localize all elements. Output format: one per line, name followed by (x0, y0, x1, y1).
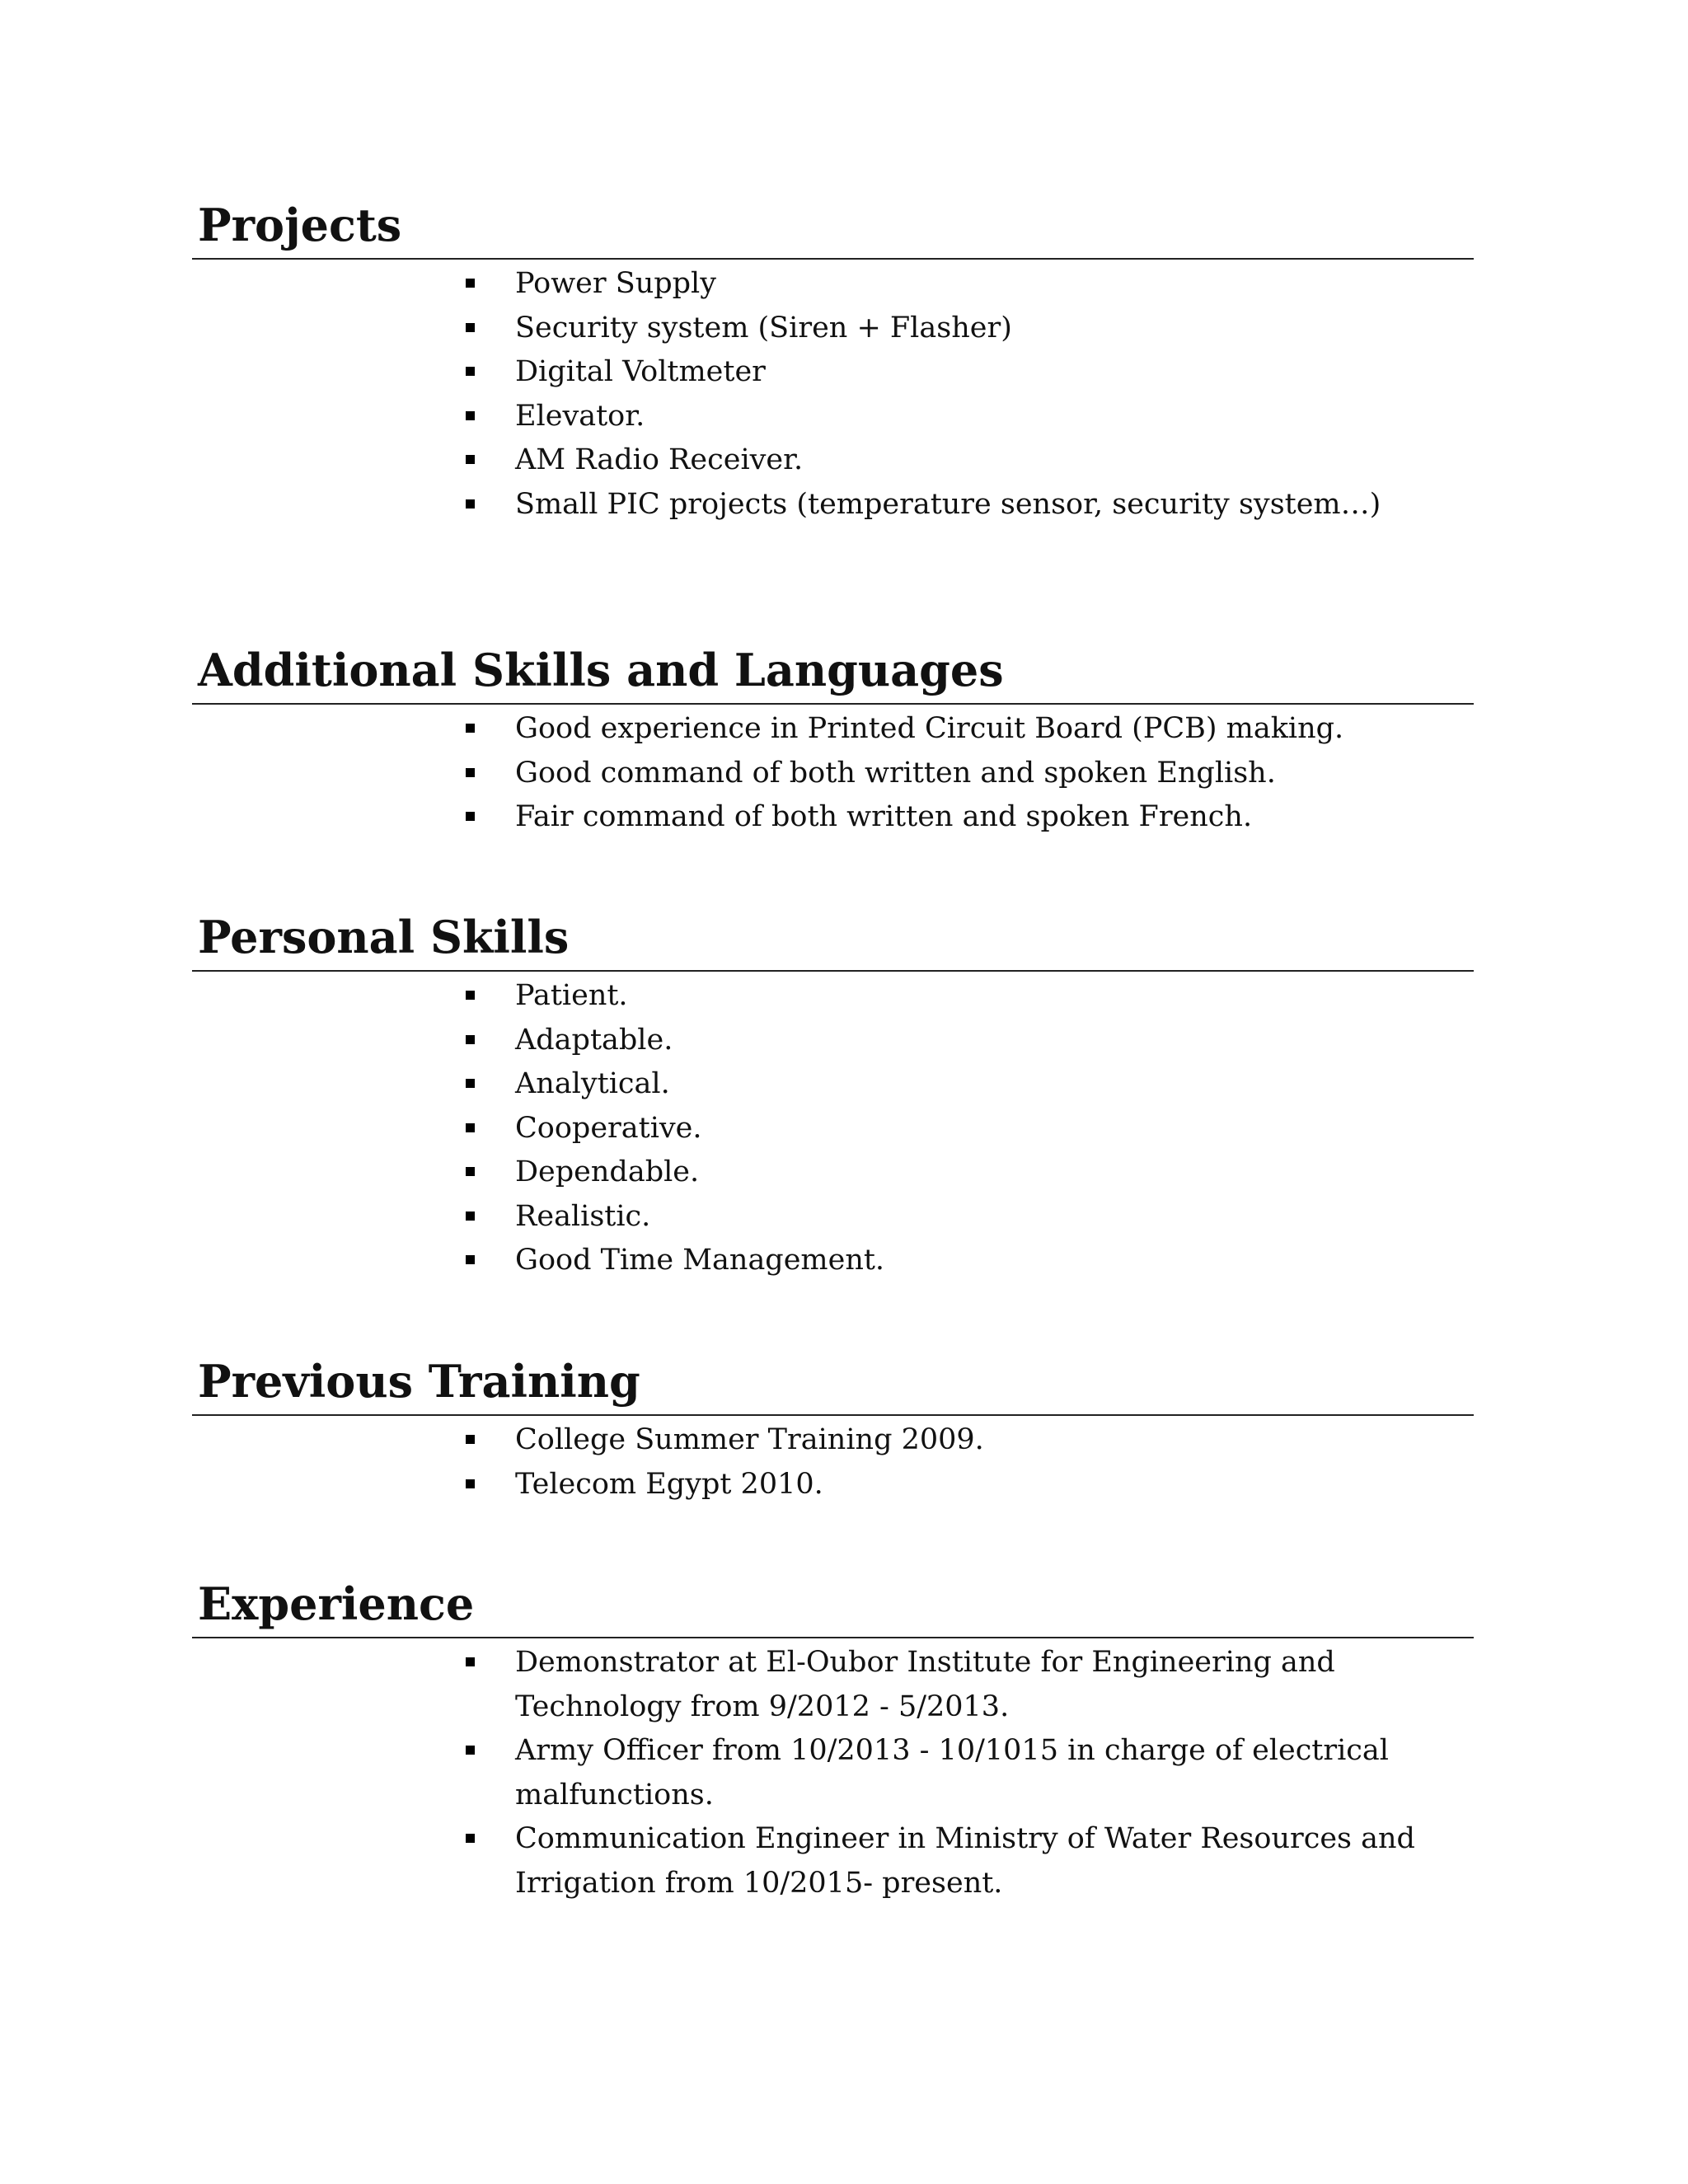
list-item-text: Good command of both written and spoken English. (515, 756, 1276, 790)
list-item (466, 1463, 1474, 1507)
square-bullet-icon (466, 1079, 475, 1088)
list-item-text: Telecom Egypt 2010. (515, 1467, 823, 1501)
square-bullet-icon (466, 1657, 475, 1666)
square-bullet-icon (466, 991, 475, 1000)
list-item (466, 707, 1474, 752)
list-item-text: Fair command of both written and spoken French. (515, 800, 1253, 833)
list-item-text: Patient. (515, 979, 628, 1012)
list-item-text: Analytical. (515, 1067, 670, 1100)
list-item (466, 1239, 1474, 1283)
list-item-text: Security system (Siren + Flasher) (515, 311, 1012, 344)
list-item-text: Digital Voltmeter (515, 355, 766, 388)
square-bullet-icon (466, 1035, 475, 1044)
list-item-text: Cooperative. (515, 1111, 702, 1145)
square-bullet-icon (466, 1212, 475, 1221)
list-item (466, 1418, 1474, 1463)
list-item-text: Demonstrator at El-Oubor Institute for Engineering and Technology from 9/2012 - 5/2013. (515, 1646, 1335, 1723)
square-bullet-icon (466, 367, 475, 376)
square-bullet-icon (466, 323, 475, 332)
square-bullet-icon (466, 812, 475, 821)
square-bullet-icon (466, 1746, 475, 1755)
list-item (466, 1729, 1471, 1817)
list-item-text: College Summer Training 2009. (515, 1423, 984, 1456)
previous-training-section (192, 1348, 1474, 1507)
list-item-text: Adaptable. (515, 1023, 673, 1057)
square-bullet-icon (466, 279, 475, 288)
list-item (466, 1817, 1471, 1905)
list-item (466, 307, 1474, 351)
list-item-text: Realistic. (515, 1199, 651, 1233)
square-bullet-icon (466, 1167, 475, 1176)
list-item (466, 1062, 1474, 1107)
list-item (466, 438, 1474, 483)
list-item-text: Good Time Management. (515, 1244, 885, 1277)
section-title-additional-skills: Additional Skills and Languages (198, 644, 1004, 696)
square-bullet-icon (466, 1834, 475, 1843)
square-bullet-icon (466, 455, 475, 464)
list-item (466, 262, 1474, 307)
personal-skills-list (466, 972, 1474, 1283)
list-item (466, 752, 1474, 796)
list-item (466, 1195, 1474, 1240)
list-item-text: Small PIC projects (temperature sensor, security system…) (515, 487, 1381, 521)
list-item-text: Army Officer from 10/2013 - 10/1015 in charge of electrical malfunctions. (515, 1734, 1389, 1811)
list-item (466, 1641, 1471, 1729)
square-bullet-icon (466, 1479, 475, 1488)
square-bullet-icon (466, 724, 475, 733)
additional-skills-list (466, 705, 1474, 840)
list-item-text: Communication Engineer in Ministry of Water Resources and Irrigation from 10/2015- present. (515, 1822, 1415, 1900)
section-title-previous-training: Previous Training (198, 1355, 640, 1408)
list-item-text: Dependable. (515, 1155, 700, 1188)
section-title-personal-skills: Personal Skills (198, 911, 570, 963)
list-item (466, 1019, 1474, 1063)
list-item-text: Elevator. (515, 399, 645, 433)
experience-section (192, 1571, 1474, 1905)
list-item-text: Good experience in Printed Circuit Board (PCB) making. (515, 712, 1344, 745)
section-title-projects: Projects (198, 199, 402, 251)
list-item (466, 795, 1474, 840)
experience-list (466, 1638, 1474, 1905)
previous-training-list (466, 1416, 1474, 1507)
list-item-text: Power Supply (515, 267, 717, 300)
list-item (466, 974, 1474, 1019)
square-bullet-icon (466, 1435, 475, 1444)
square-bullet-icon (466, 411, 475, 420)
square-bullet-icon (466, 499, 475, 509)
list-item (466, 350, 1474, 395)
list-item (466, 395, 1474, 439)
projects-list (466, 260, 1474, 527)
section-title-experience: Experience (198, 1577, 475, 1630)
list-item (466, 1151, 1474, 1195)
square-bullet-icon (466, 1123, 475, 1132)
list-item-text: AM Radio Receiver. (515, 443, 804, 476)
square-bullet-icon (466, 768, 475, 777)
list-item (466, 483, 1474, 527)
additional-skills-section (192, 637, 1474, 840)
projects-section (192, 192, 1474, 527)
list-item (466, 1107, 1474, 1151)
personal-skills-section (192, 904, 1474, 1283)
square-bullet-icon (466, 1255, 475, 1264)
